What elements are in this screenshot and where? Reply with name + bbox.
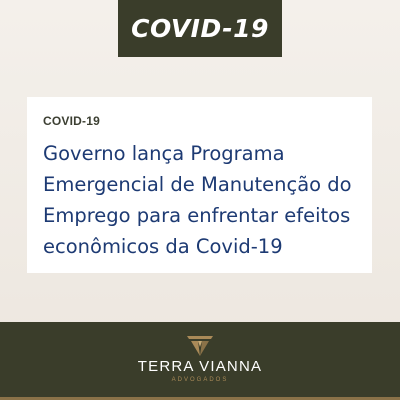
headline-line-2: Emergencial de Manutenção do (43, 173, 352, 196)
tv-monogram-icon (187, 336, 213, 358)
brand-subtitle: ADVOGADOS (171, 377, 229, 383)
covid-badge (118, 0, 282, 57)
news-card (27, 97, 372, 273)
badge-text: COVID-19 (131, 14, 269, 43)
card-headline (43, 138, 356, 262)
headline-line-4: econômicos da Covid-19 (43, 235, 283, 258)
card-tag: COVID-19 (43, 114, 100, 128)
headline-line-3: Emprego para enfrentar efeitos (43, 204, 351, 227)
headline-line-1: Governo lança Programa (43, 142, 285, 165)
brand-name: TERRA VIANNA (137, 358, 263, 375)
